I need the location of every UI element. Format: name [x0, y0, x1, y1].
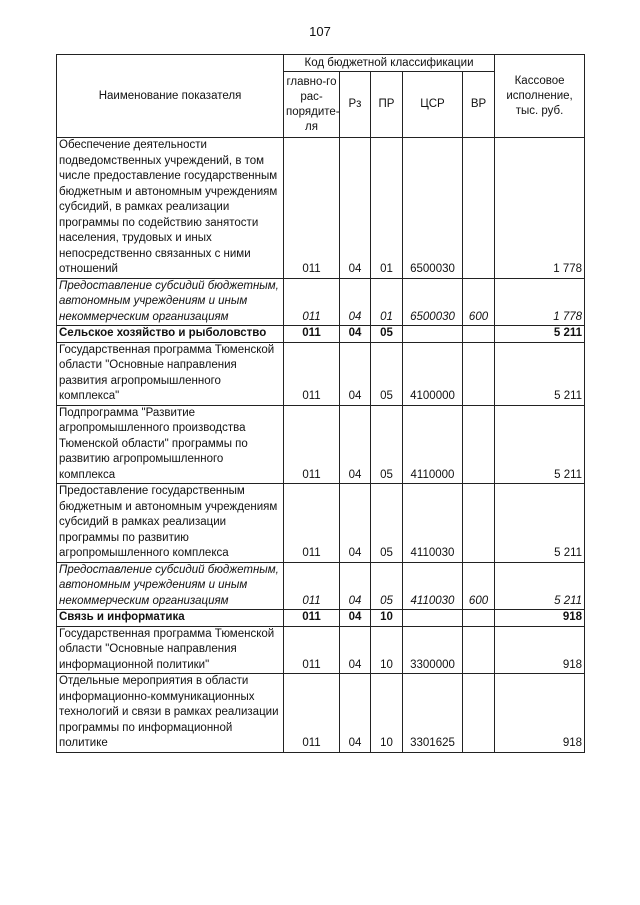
row-vr-cell: [463, 138, 495, 279]
row-main-manager-cell: 011: [284, 484, 340, 563]
header-amount-column: Кассовое исполнение, тыс. руб.: [495, 55, 585, 138]
row-amount-cell: 918: [495, 626, 585, 674]
row-vr-cell: [463, 326, 495, 343]
row-name-cell: Предоставление субсидий бюджетным, автономным учреждениям и иным некоммерческим организациям: [57, 562, 284, 610]
row-name-cell: Обеспечение деятельности подведомственных учреждений, в том числе предоставление государственным бюджетным и автономным учреждениям субсидий, в рамках реализации программы по содействию занятости населения, трудовых и иных непосредственно связанных с ними отношений: [57, 138, 284, 279]
row-name-cell: Предоставление субсидий бюджетным, автономным учреждениям и иным некоммерческим организациям: [57, 278, 284, 326]
row-name-cell: Государственная программа Тюменской области "Основные направления информационной политики": [57, 626, 284, 674]
header-name-column: Наименование показателя: [57, 55, 284, 138]
row-main-manager-cell: 011: [284, 138, 340, 279]
row-main-manager-cell: 011: [284, 342, 340, 405]
table-row: [57, 138, 585, 279]
table-row: [57, 484, 585, 563]
row-rz-cell: 04: [340, 610, 371, 627]
row-csr-cell: 4110000: [403, 405, 463, 484]
row-pr-cell: 05: [371, 484, 403, 563]
table-row: [57, 610, 585, 627]
row-csr-cell: 4110030: [403, 484, 463, 563]
row-pr-cell: 10: [371, 626, 403, 674]
row-main-manager-cell: 011: [284, 562, 340, 610]
row-rz-cell: 04: [340, 405, 371, 484]
row-csr-cell: 3300000: [403, 626, 463, 674]
row-pr-cell: 05: [371, 562, 403, 610]
header-code-group: Код бюджетной классификации: [284, 55, 495, 72]
header-pr: ПР: [371, 72, 403, 138]
row-name-cell: Отдельные мероприятия в области информационно-коммуникационных технологий и связи в рамках реализации программы по информационной политике: [57, 674, 284, 753]
row-name-cell: Подпрограмма "Развитие агропромышленного производства Тюменской области" программы по развитию агропромышленного комплекса: [57, 405, 284, 484]
row-rz-cell: 04: [340, 626, 371, 674]
row-csr-cell: [403, 326, 463, 343]
row-vr-cell: [463, 626, 495, 674]
row-name-cell: Государственная программа Тюменской области "Основные направления развития агропромышленного комплекса": [57, 342, 284, 405]
row-csr-cell: 4110030: [403, 562, 463, 610]
row-pr-cell: 05: [371, 342, 403, 405]
row-vr-cell: [463, 610, 495, 627]
row-name-cell: Предоставление государственным бюджетным и автономным учреждениям субсидий в рамках реализации программы по развитию агропромышленного комплекса: [57, 484, 284, 563]
table-body: [57, 138, 585, 753]
table-row: [57, 562, 585, 610]
row-amount-cell: 1 778: [495, 278, 585, 326]
row-pr-cell: 05: [371, 405, 403, 484]
page-number: 107: [309, 24, 331, 39]
row-pr-cell: 05: [371, 326, 403, 343]
row-main-manager-cell: 011: [284, 610, 340, 627]
header-csr: ЦСР: [403, 72, 463, 138]
row-csr-cell: 4100000: [403, 342, 463, 405]
row-main-manager-cell: 011: [284, 278, 340, 326]
row-rz-cell: 04: [340, 138, 371, 279]
row-amount-cell: 5 211: [495, 484, 585, 563]
row-vr-cell: [463, 484, 495, 563]
row-amount-cell: 5 211: [495, 405, 585, 484]
header-main-manager: главно-го рас-порядите-ля: [284, 72, 340, 138]
row-main-manager-cell: 011: [284, 326, 340, 343]
row-amount-cell: 5 211: [495, 342, 585, 405]
row-amount-cell: 918: [495, 610, 585, 627]
table-row: [57, 278, 585, 326]
row-main-manager-cell: 011: [284, 405, 340, 484]
row-pr-cell: 01: [371, 138, 403, 279]
row-rz-cell: 04: [340, 326, 371, 343]
row-pr-cell: 01: [371, 278, 403, 326]
row-csr-cell: 6500030: [403, 278, 463, 326]
row-csr-cell: 3301625: [403, 674, 463, 753]
row-rz-cell: 04: [340, 562, 371, 610]
row-amount-cell: 1 778: [495, 138, 585, 279]
row-vr-cell: 600: [463, 562, 495, 610]
table-row: [57, 342, 585, 405]
row-pr-cell: 10: [371, 674, 403, 753]
row-rz-cell: 04: [340, 278, 371, 326]
row-main-manager-cell: 011: [284, 674, 340, 753]
row-amount-cell: 5 211: [495, 326, 585, 343]
header-vr: ВР: [463, 72, 495, 138]
table-header: [57, 55, 585, 138]
table-row: [57, 405, 585, 484]
row-amount-cell: 5 211: [495, 562, 585, 610]
row-csr-cell: 6500030: [403, 138, 463, 279]
row-vr-cell: [463, 674, 495, 753]
table-row: [57, 326, 585, 343]
row-csr-cell: [403, 610, 463, 627]
row-name-cell: Сельское хозяйство и рыболовство: [57, 326, 284, 343]
row-vr-cell: [463, 405, 495, 484]
row-rz-cell: 04: [340, 484, 371, 563]
table-row: [57, 674, 585, 753]
budget-table: [56, 54, 585, 753]
row-pr-cell: 10: [371, 610, 403, 627]
row-amount-cell: 918: [495, 674, 585, 753]
row-name-cell: Связь и информатика: [57, 610, 284, 627]
row-main-manager-cell: 011: [284, 626, 340, 674]
row-rz-cell: 04: [340, 342, 371, 405]
row-vr-cell: [463, 342, 495, 405]
header-rz: Рз: [340, 72, 371, 138]
row-vr-cell: 600: [463, 278, 495, 326]
table-row: [57, 626, 585, 674]
row-rz-cell: 04: [340, 674, 371, 753]
